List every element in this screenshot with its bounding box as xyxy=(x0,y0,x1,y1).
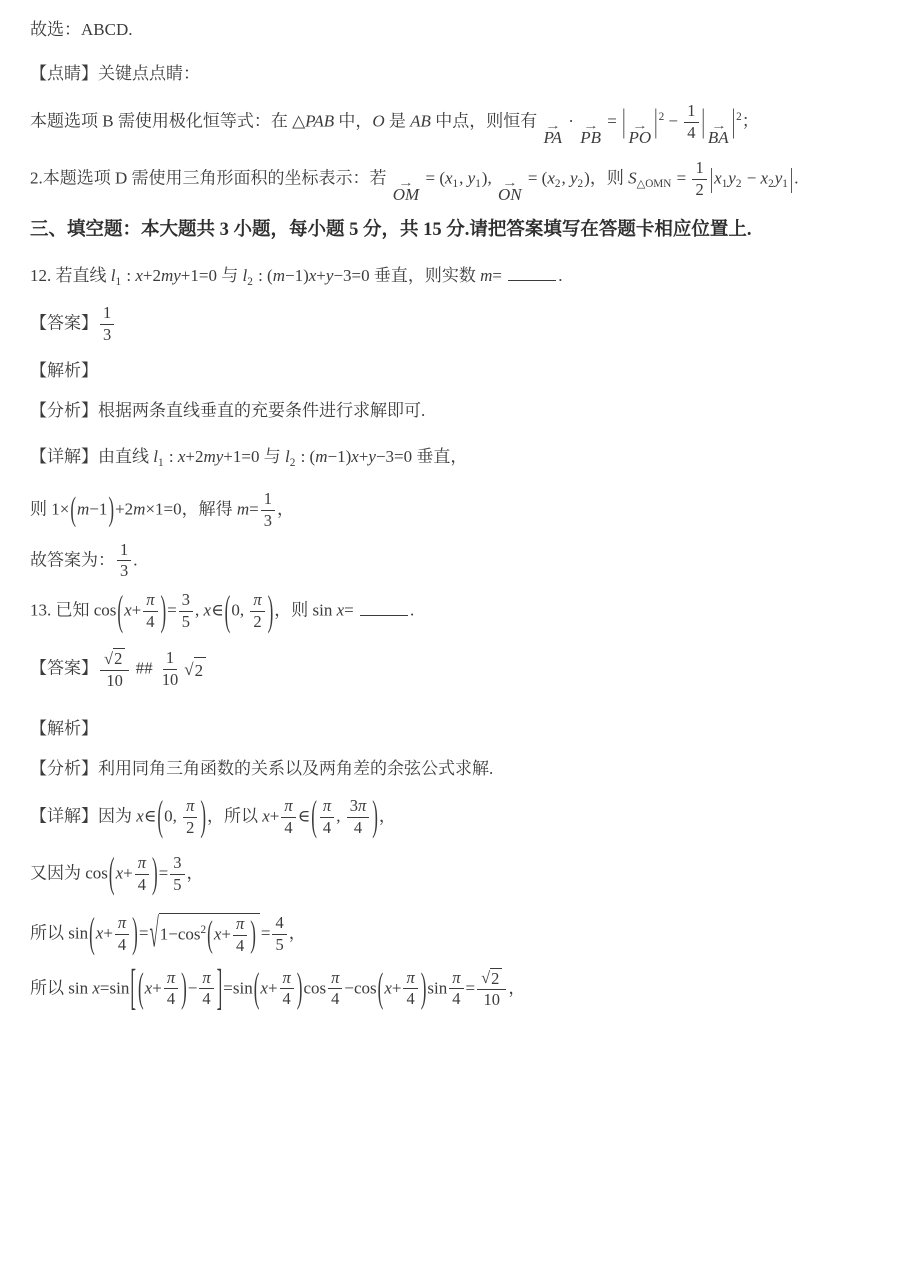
vector-overarrow: → PA xyxy=(543,118,563,147)
fraction: $\frac{\pi}{4}$ xyxy=(199,969,213,1010)
radical: √ $1-\cos^2(x+$ $\frac{\pi}{4}$ ) xyxy=(149,913,259,956)
analysis-13: 【分析】利用同角三角函数的关系以及两角差的余弦公式求解. xyxy=(30,759,494,779)
fraction: $\frac{\pi}{2}$ xyxy=(183,797,197,838)
fraction: $\frac{\pi}{4}$ xyxy=(328,969,342,1010)
answer-blank xyxy=(360,599,408,616)
note-option-d: 2.本题选项 D 需使用三角形面积的坐标表示：若 → OM = ($x_1$, $y_1$), → ON = ($x_2$, $y_2$)，则 $S_{\triangle OMN}$ = $\frac{1}{2}$ $|x_1y_2 - x_2y_1$ |. xyxy=(30,157,799,204)
analysis-label-12: 【解析】 xyxy=(30,361,98,381)
fraction: $\frac{\pi}{2}$ xyxy=(250,591,264,632)
fraction: $\frac{4}{5}$ xyxy=(272,914,286,955)
fraction: $\frac{3\pi}{4}$ xyxy=(347,797,370,838)
vector-overarrow: → ON xyxy=(497,175,522,204)
fraction: $\frac{\pi}{4}$ xyxy=(281,797,295,838)
fraction: $\frac{\pi}{4}$ xyxy=(280,969,294,1010)
fraction: $\frac{1}{10}$ xyxy=(161,648,179,690)
note-option-b: 本题选项 B 需使用极化恒等式：在 △PAB 中，O 是 AB 中点，则恒有 → PA · → PB = | → PO $|^2$ − $\frac{1}{4}$ | → BA $|^2$； xyxy=(30,100,759,147)
fraction: $\frac{\pi}{4}$ xyxy=(449,969,463,1010)
key-point-header: 【点睛】关键点点睛： xyxy=(30,63,200,83)
solution-12-line-1: 【详解】由直线 $l_1$ : x+2my+1=0 与 $l_2$ : (m−1)x+y−3=0 垂直， xyxy=(30,446,468,469)
solution-13-line-3: 所以 sin(x+ $\frac{\pi}{4}$ )= √ $1-\cos^2(x+$ $\frac{\pi}{4}$ ) = $\frac{4}{5}$ ， xyxy=(30,909,306,957)
fraction: √ 2 10 xyxy=(100,648,129,691)
vector-overarrow: → PB xyxy=(580,118,601,147)
solution-12-line-2: 则 1×(m−1)+2m×1=0，解得 m= $\frac{1}{3}$ ， xyxy=(30,488,294,530)
question-13: 13. 已知 cos(x+ $\frac{\pi}{4}$ )= $\frac{3}{5}$ , x∈(0, $\frac{\pi}{2}$ )，则 sin x= . xyxy=(30,587,415,635)
fraction: $\frac{3}{5}$ xyxy=(179,591,193,632)
vector-overarrow: → OM xyxy=(392,175,420,204)
answer-12: 【答案】 $\frac{1}{3}$ xyxy=(30,304,874,345)
conclusion-line-11: 故选：ABCD. xyxy=(30,20,133,39)
radical: √ 2 xyxy=(104,648,125,669)
fraction: $\frac{\pi}{4}$ xyxy=(403,969,417,1010)
fraction: $\frac{1}{3}$ xyxy=(100,304,114,345)
fraction: $\frac{3}{5}$ xyxy=(170,854,184,895)
analysis-label-13: 【解析】 xyxy=(30,719,98,739)
fraction: $\frac{1}{2}$ xyxy=(692,159,706,200)
fraction: √ 2 10 xyxy=(477,968,506,1011)
fraction: $\frac{\pi}{4}$ xyxy=(164,969,178,1010)
solution-13-line-1: 【详解】因为 x∈(0, $\frac{\pi}{2}$ )，所以 x+ $\frac{\pi}{4}$ ∈( $\frac{\pi}{4}$ , $\frac{3\pi}{4}$ )， xyxy=(30,792,396,841)
answer-blank xyxy=(508,264,556,281)
answer-13: 【答案】 √ 2 10 ## $\frac{1}{10}$ √ 2 xyxy=(30,648,874,691)
radical: √ 2 xyxy=(184,657,206,683)
analysis-12: 【分析】根据两条直线垂直的充要条件进行求解即可. xyxy=(30,401,426,421)
section-header-fill-in: 三、填空题：本大题共 3 小题，每小题 5 分，共 15 分.请把答案填写在答题卡相应位置上. xyxy=(30,219,752,240)
fraction: $\frac{\pi}{4}$ xyxy=(233,915,247,956)
solution-13-line-4: 所以 sin x=sin[ (x+ $\frac{\pi}{4}$ )− $\frac{\pi}{4}$ ]=sin(x+ $\frac{\pi}{4}$ )cos $\frac{\pi}{4}$ −cos(x+ $\frac{\pi}{4}$ )sin $\frac{\pi}{4}$ = √ 2 10 ， xyxy=(30,960,526,1016)
fraction: $\frac{1}{3}$ xyxy=(261,490,275,531)
fraction: $\frac{\pi}{4}$ xyxy=(135,854,149,895)
fraction: $\frac{1}{3}$ xyxy=(117,541,131,582)
fraction: $\frac{\pi}{4}$ xyxy=(320,797,334,838)
radical: √ 2 xyxy=(481,968,502,989)
fraction: $\frac{1}{4}$ xyxy=(684,102,698,143)
vector-overarrow: → PO xyxy=(628,118,652,147)
vector-overarrow: → BA xyxy=(707,118,729,147)
solution-13-line-2: 又因为 cos(x+ $\frac{\pi}{4}$ )= $\frac{3}{5}$ ， xyxy=(30,849,204,897)
question-12: 12. 若直线 $l_1$ : x+2my+1=0 与 $l_2$ : (m−1)x+y−3=0 垂直，则实数 m= . xyxy=(30,264,874,291)
fraction: $\frac{\pi}{4}$ xyxy=(115,914,129,955)
solution-12-conclusion: 故答案为： $\frac{1}{3}$ . xyxy=(30,539,138,581)
fraction: $\frac{\pi}{4}$ xyxy=(143,591,157,632)
